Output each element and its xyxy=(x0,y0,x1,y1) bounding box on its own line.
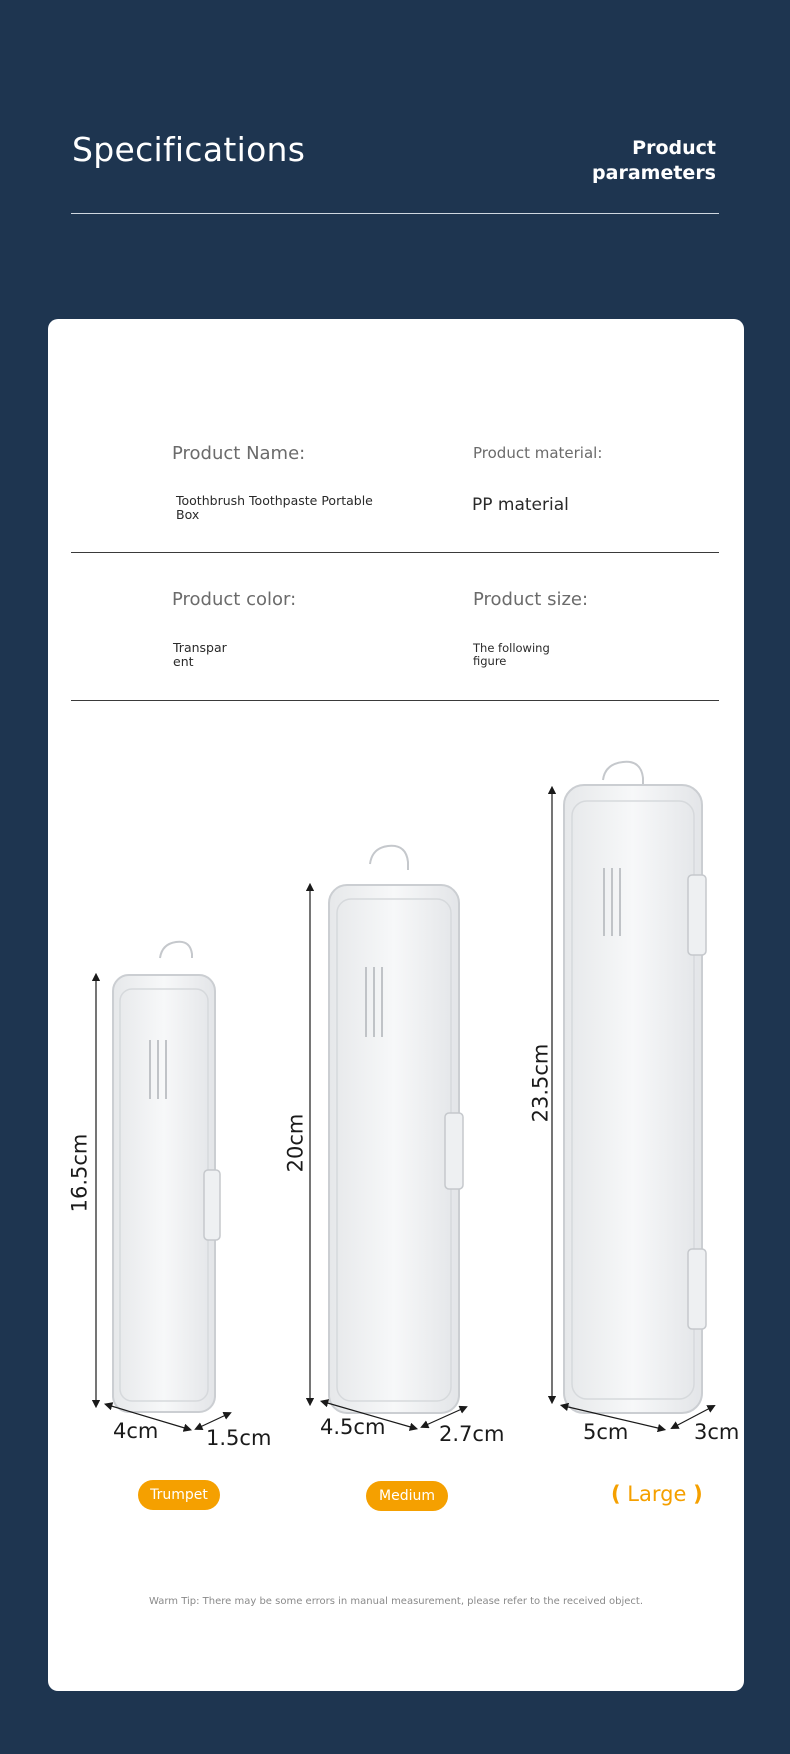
product-name-label: Product Name: xyxy=(172,443,306,464)
subtitle-line-2: parameters xyxy=(592,162,716,184)
large-depth-label: 3cm xyxy=(694,1420,740,1444)
trumpet-height-label: 16.5cm xyxy=(67,1133,92,1213)
spec-card xyxy=(48,319,744,1691)
product-size-line-1: The following xyxy=(473,641,550,655)
trumpet-depth-label: 1.5cm xyxy=(206,1426,272,1450)
page-title: Specifications xyxy=(72,130,306,169)
product-name-line-2: Box xyxy=(176,507,200,522)
large-width-label: 5cm xyxy=(583,1420,629,1444)
warm-tip: Warm Tip: There may be some errors in manual measurement, please refer to the received object. xyxy=(148,1596,644,1607)
trumpet-box xyxy=(113,942,220,1412)
product-color-line-1: Transpar xyxy=(173,640,227,655)
product-material-label: Product material: xyxy=(473,444,603,462)
product-size-label: Product size: xyxy=(473,589,589,610)
large-badge xyxy=(611,1482,703,1506)
product-name-line-1: Toothbrush Toothpaste Portable xyxy=(176,493,373,508)
trumpet-badge: Trumpet xyxy=(138,1480,220,1510)
large-box xyxy=(564,762,706,1413)
subtitle-line-1: Product xyxy=(632,137,716,159)
product-size-line-2: figure xyxy=(473,654,507,668)
large-height-label: 23.5cm xyxy=(528,1043,553,1123)
page-subtitle xyxy=(592,136,716,186)
medium-depth-label: 2.7cm xyxy=(439,1422,505,1446)
medium-badge: Medium xyxy=(366,1481,448,1511)
product-material-value: PP material xyxy=(472,495,569,515)
product-color-label: Product color: xyxy=(172,589,297,610)
medium-box xyxy=(329,846,463,1413)
large-badge-close: ) xyxy=(693,1482,703,1506)
header-divider xyxy=(71,213,719,214)
medium-width-label: 4.5cm xyxy=(320,1415,386,1439)
trumpet-width-label: 4cm xyxy=(113,1419,159,1443)
large-badge-open: ( xyxy=(611,1482,621,1506)
medium-height-label: 20cm xyxy=(283,1113,308,1173)
large-badge-label: Large xyxy=(627,1482,687,1506)
product-color-line-2: ent xyxy=(173,654,194,669)
